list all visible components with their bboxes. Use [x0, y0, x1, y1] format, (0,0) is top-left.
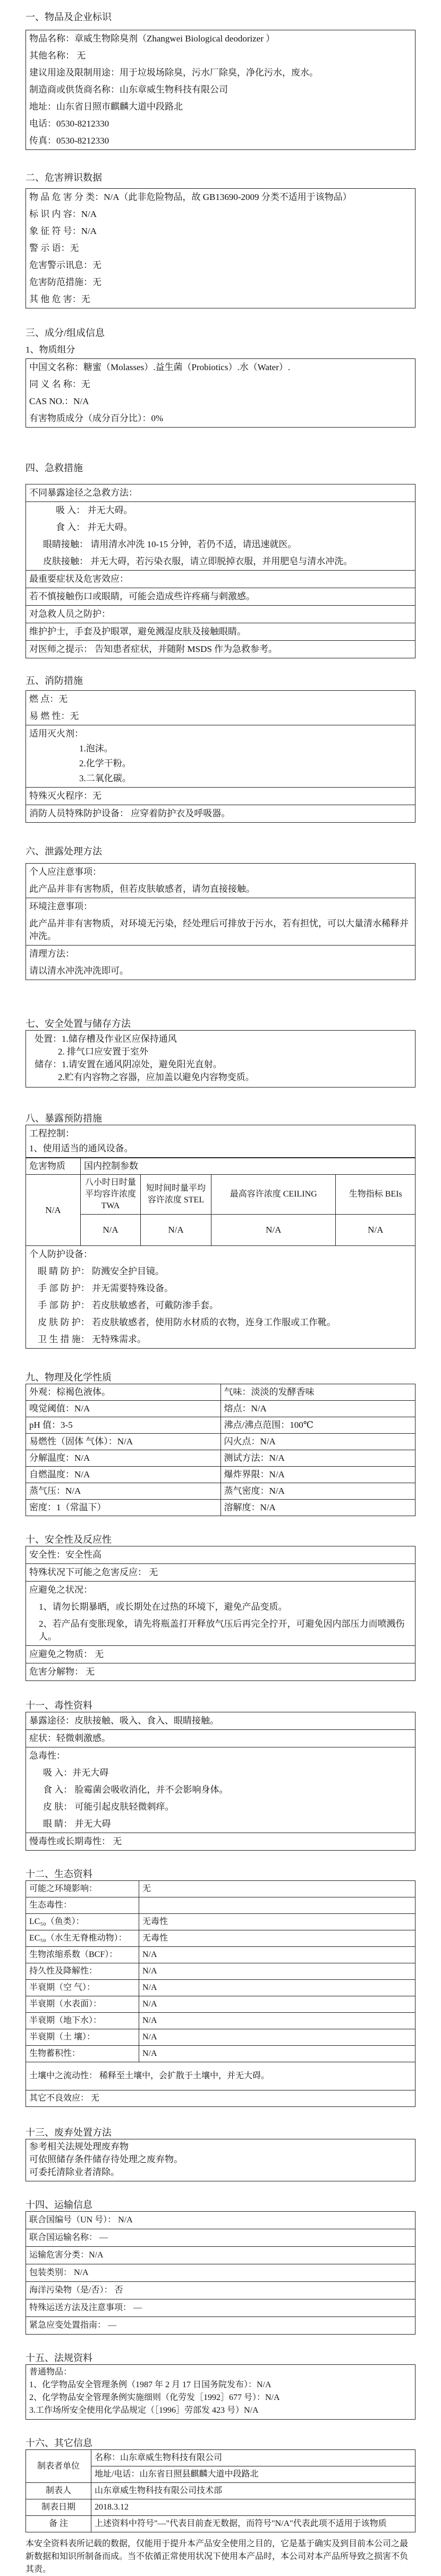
info-label: 制表日期: [26, 2499, 91, 2516]
fax: 传真：0530-8212330: [29, 136, 109, 146]
eco-value: N/A: [139, 1980, 415, 1996]
eco-label: 半衰期（土 壤）：: [26, 2029, 139, 2046]
hazard-row: 象 征 符 号：N/A: [29, 226, 97, 236]
chronic-toxicity: 慢毒性或长期毒性： 无: [29, 1836, 122, 1846]
transport-row: 联合国编号（UN 号）： N/A: [26, 2212, 415, 2229]
section-13-box: [26, 2139, 415, 2181]
ppe-row: 眼 睛 防 护： 防溅安全护目镜。: [38, 1266, 164, 1276]
disposal-line: 可委托清除业者清除。: [29, 2167, 120, 2177]
cas-no: CAS NO.：N/A: [29, 396, 89, 406]
first-aid-row: 若不慎接触伤口或眼睛，可能会造成些许疼痛与刺激感。: [26, 588, 415, 606]
acute-row: 吸 入：并无大碍: [43, 1768, 109, 1778]
property-cell: 易燃性（固体 气体）：N/A: [26, 1434, 221, 1450]
hazard-row: 其 他 危 害：无: [29, 294, 90, 304]
section-14-box: [26, 2211, 415, 2335]
eco-label: 可能之环境影响：: [26, 1881, 139, 1897]
hazardous-content: 有害物质成分（成分百分比）：0%: [29, 413, 164, 423]
first-aid-row: 维护护士，手套及护眼罩，避免溅湿皮肤及接触眼睛。: [26, 623, 415, 641]
toxicity-row: 暴露途径：皮肤接触、吸入、食入、眼睛接触。: [26, 1712, 415, 1730]
info-value: 山东章威生物科技有限公司技术部: [91, 2483, 415, 2499]
leak-row: 请以清水冲洗冲洗即可。: [29, 966, 129, 976]
hazard-row: 警 示 语：无: [29, 243, 79, 253]
transport-row: 包装类别： N/A: [26, 2264, 415, 2282]
extinguisher-item: 2.化学干粉。: [79, 758, 131, 768]
maker: 制造商或供货商名称：山东章威生物科技有限公司: [29, 85, 228, 95]
section-5-title: 五、消防措施: [26, 675, 83, 686]
eco-label: 生物蓄积性：: [26, 2046, 139, 2062]
stability-row: 1、请勿长期暴晒，或长期处在过热的环境下，避免产品变质。: [39, 1602, 287, 1612]
exposure-table: [26, 1158, 415, 1246]
info-value: 上述资料中符号"—"代表目前查无数据，而符号"N/A"代表此项不适用于该物质: [91, 2516, 415, 2532]
property-cell: 闪火点：N/A: [220, 1434, 415, 1450]
exposure-cell: N/A: [336, 1215, 415, 1246]
disposal-line: 参考相关法规处理废弃物: [29, 2142, 129, 2152]
eco-label: 半衰期（地下水）：: [26, 2013, 139, 2029]
storage-line: 储存：1.请安置在通风阴凉处，避免阳光直射。: [35, 1059, 222, 1069]
ecology-table: [26, 1880, 415, 2107]
eco-label: 生态毒性：: [26, 1897, 139, 1914]
stability-row: 特殊状况下可能之危害反应： 无: [26, 1564, 415, 1582]
section-13-title: 十三、废弃处置方法: [26, 2127, 112, 2138]
hazard-row: 标 识 内 容：N/A: [29, 209, 97, 219]
regulation-line: 3.工作场所安全使用化学品规定（［1996］劳部发 423 号）N/A: [29, 2406, 259, 2415]
first-aid-row: 不同暴露途径之急救方法：: [26, 484, 415, 502]
section-1-title: 一、物品及企业标识: [26, 12, 112, 22]
ppe-row: 手 部 防 护： 若皮肤敏感者，可戴防渗手套。: [38, 1300, 218, 1310]
storage-line: 2.贮有内容物之容器，应加盖以避免内容物变质。: [58, 1072, 255, 1082]
section-4-title: 四、急救措施: [26, 463, 83, 473]
section-16-title: 十六、其它信息: [26, 2438, 92, 2448]
eco-label: EC₅₀（水生无脊椎动物）：: [26, 1930, 139, 1947]
leak-row: 此产品并非有害物质，但若皮肤敏感者，请勿直接接触。: [26, 881, 415, 898]
exposure-col-ceiling: 最高容许浓度 CEILING: [211, 1175, 336, 1215]
info-value: 2018.3.12: [91, 2499, 415, 2516]
acute-row: 食 入： 脸霉菌会吸收消化，并不会影响身体。: [43, 1785, 228, 1795]
stability-row: 安全性：安全性高: [26, 1546, 415, 1564]
hazard-row: 危害防范措施：无: [29, 277, 101, 287]
leak-row: 环境注意事项：: [29, 901, 92, 911]
leak-row: 清理方法：: [29, 949, 74, 959]
info-value: 名称：山东章威生物科技有限公司: [91, 2450, 415, 2466]
first-aid-row: 最重要症状及危害效应：: [26, 571, 415, 588]
disposal-line: 可依照储存条件储存待处理之废弃物。: [29, 2154, 183, 2164]
property-cell: 分解温度：N/A: [26, 1450, 221, 1467]
section-6-box: [26, 863, 415, 980]
acute-row: 皮 肤： 可能引起皮肤轻微刺痒。: [43, 1802, 174, 1812]
section-6-title: 六、泄露处理方法: [26, 846, 102, 857]
section-8-box: [26, 1125, 415, 1349]
property-cell: 蒸气密度：N/A: [220, 1483, 415, 1500]
soil-mobility: 土壤中之流动性： 稀释至土壤中，会扩散于土壤中，并无大碍。: [26, 2062, 415, 2090]
stability-row: 应避免之物质： 无: [26, 1646, 415, 1663]
other-info-table: [26, 2449, 415, 2532]
eco-value: N/A: [139, 1963, 415, 1980]
exposure-col-stel: 短时间时量平均容许浓度 STEL: [141, 1175, 211, 1215]
info-label: 制表者单位: [26, 2450, 91, 2483]
section-11-box: [26, 1712, 415, 1851]
eco-label: LC₅₀（鱼类）：: [26, 1914, 139, 1930]
info-label: 制表人: [26, 2483, 91, 2499]
acute-row: 眼 睛： 并无大碍: [26, 1816, 415, 1833]
section-3-subtitle: 1、物质组分: [26, 345, 75, 355]
storage-line: 处置：1.储存槽及作业区应保持通风: [35, 1034, 177, 1044]
special-procedure: 特殊灭火程序：无: [26, 788, 415, 805]
property-cell: 测试方法：N/A: [220, 1450, 415, 1467]
transport-row: 特殊运送方法及注意事项： —: [26, 2299, 415, 2317]
transport-row: 运输危害分类：N/A: [26, 2247, 415, 2264]
toxicity-row: 急毒性：: [29, 1751, 65, 1761]
section-7-box: [26, 1030, 415, 1088]
section-14-title: 十四、运输信息: [26, 2199, 92, 2210]
eco-value: N/A: [139, 2029, 415, 2046]
extinguisher-item: 1.泡沫。: [79, 743, 113, 754]
section-10-box: [26, 1546, 415, 1681]
eco-label: 半衰期（空 气）：: [26, 1980, 139, 1996]
property-cell: 爆炸界限：N/A: [220, 1467, 415, 1483]
section-5-box: [26, 690, 415, 823]
section-12-title: 十二、生态资料: [26, 1869, 92, 1879]
section-3-box: [26, 358, 415, 428]
ppe-row: 手 部 防 护： 并无需要特殊设备。: [38, 1283, 173, 1293]
ppe-label: 个人防护设备：: [29, 1249, 92, 1259]
eco-value: N/A: [139, 1947, 415, 1963]
extinguisher-item: 3.二氧化碳。: [26, 772, 415, 788]
hazard-row: 危害警示讯息：无: [29, 260, 101, 270]
section-9-title: 九、物理及化学性质: [26, 1372, 112, 1383]
stability-row: 2、若产品有变胀现象，请先将瓶盖打开释放气压后再完全拧开，可避免因内部压力而喷溅伤人。: [26, 1616, 415, 1646]
property-cell: 熔点：N/A: [220, 1401, 415, 1417]
regulation-line: 2、化学物品安全管理条例实施细则（化劳发［1992］677 号）：N/A: [29, 2393, 280, 2402]
property-cell: pH 值：3-5: [26, 1417, 221, 1434]
section-3-title: 三、成分/组成信息: [26, 328, 105, 338]
info-label: 备 注: [26, 2516, 91, 2532]
first-aid-row: 对医师之提示： 告知患者症状，并随附 MSDS 作为急救参考。: [29, 644, 278, 654]
product-name: 物品名称：章威生物除臭剂（Zhangwei Biological deodorizer ）: [29, 34, 275, 44]
exposure-cell: N/A: [211, 1215, 336, 1246]
section-15-title: 十五、法规资料: [26, 2353, 92, 2363]
section-11-title: 十一、毒性资料: [26, 1700, 92, 1711]
section-7-title: 七、安全处置与储存方法: [26, 1018, 131, 1029]
usage: 建议用途及限制用途：用于垃圾场除臭，污水厂除臭，净化污水，废水。: [29, 68, 318, 78]
section-1-box: [26, 30, 415, 150]
info-value: 地址/电话：山东省日照县麒麟大道中段路北: [91, 2466, 415, 2483]
eco-value: N/A: [139, 2013, 415, 2029]
eco-label: 持久性及降解性：: [26, 1963, 139, 1980]
exposure-col-twa: 八小时日时量平均容许浓度 TWA: [81, 1175, 141, 1215]
disclaimer: 本安全资料表所记载的数据，仅能用于提升本产品安全使用之目的，它是基于确实及到目前本公司之最新数据和知识所制备而成。当不依循正常使用状况下使用本产品时，本公司对本产品所导致之损害不负其责。: [26, 2539, 409, 2574]
section-10-title: 十、安全性及反应性: [26, 1534, 112, 1545]
eco-value: [139, 1897, 415, 1914]
transport-row: 海洋污染物（是/否）： 否: [26, 2282, 415, 2299]
regulation-line: 普通物品：: [29, 2368, 72, 2377]
stability-row: 危害分解物： 无: [29, 1667, 95, 1677]
first-aid-row: 对急救人员之防护：: [26, 606, 415, 623]
property-cell: 外观：棕褐色液体。: [26, 1384, 221, 1401]
eco-value: 无: [139, 1881, 415, 1897]
firefighter-ppe: 消防人员特殊防护设备： 应穿着防护衣及呼吸器。: [29, 808, 231, 818]
property-cell: 沸点/沸点范围：100℃: [220, 1417, 415, 1434]
other-name: 其他名称： 无: [29, 51, 86, 61]
section-2-box: [26, 188, 415, 308]
exposure-col-beis: 生物指标 BEIs: [336, 1175, 415, 1215]
eco-label: 生物浓缩系数（BCF）：: [26, 1947, 139, 1963]
address: 地址：山东省日照市麒麟大道中段路北: [29, 102, 183, 112]
exposure-cell: N/A: [141, 1215, 211, 1246]
phone: 电话：0530-8212330: [29, 119, 109, 129]
alias: 同 义 名 称：无: [29, 379, 90, 389]
first-aid-row: 食 入： 并无大碍。: [56, 522, 133, 532]
ppe-row: 皮 肤 防 护： 若皮肤敏感者，使用防水材质的衣物，连身工作服或工作靴。: [38, 1317, 336, 1327]
engineering-control-text: 1、使用适当的通风设备。: [26, 1142, 415, 1158]
exposure-header-substance: 危害物质: [26, 1158, 81, 1175]
engineering-control-label: 工程控制：: [29, 1128, 74, 1139]
hazard-class: 物 品 危 害 分 类：N/A（此非危险物品，故 GB13690-2009 分类不适用于该物品）: [29, 192, 352, 202]
exposure-cell: N/A: [81, 1215, 141, 1246]
first-aid-row: 皮肤接触： 并无大碍，若污染衣服，请立即脱掉衣服，并用肥皂与清水冲洗。: [26, 553, 415, 571]
property-cell: 气味：淡淡的发酵香味: [220, 1384, 415, 1401]
eco-value: N/A: [139, 1996, 415, 2013]
exposure-cell: N/A: [26, 1175, 81, 1246]
flash-point: 燃 点：无: [29, 694, 68, 704]
property-cell: 溶解度：N/A: [220, 1500, 415, 1516]
ppe-row: 卫 生 措 施： 无特殊需求。: [38, 1334, 146, 1344]
transport-row: 联合国运输名称： —: [26, 2229, 415, 2247]
property-cell: 蒸气压：N/A: [26, 1483, 221, 1500]
stability-row: 应避免之状况：: [29, 1585, 92, 1595]
storage-line: 2. 排气口应安置于室外: [58, 1047, 148, 1057]
leak-row: 个人应注意事项：: [29, 867, 101, 877]
eco-value: N/A: [139, 2046, 415, 2062]
section-8-title: 八、暴露预防措施: [26, 1113, 102, 1124]
eco-label: 半衰期（水表面）：: [26, 1996, 139, 2013]
exposure-header-limits: 国内控制参数: [81, 1158, 415, 1175]
section-15-box: [26, 2364, 415, 2420]
leak-row: 此产品并非有害物质，对环境无污染，经处理后可排放于污水，若有担忧，可以大量清水稀释并冲洗。: [26, 915, 415, 946]
flammability: 易 燃 性：无: [26, 708, 415, 725]
first-aid-row: 吸 入： 并无大碍。: [56, 505, 133, 515]
transport-row: 紧急应变处置指南： —: [29, 2321, 117, 2330]
section-4-box: [26, 484, 415, 658]
property-cell: 自燃温度：N/A: [26, 1467, 221, 1483]
extinguisher-label: 适用灭火剂：: [29, 729, 83, 739]
physical-properties-table: [26, 1384, 415, 1516]
first-aid-row: 眼睛接触： 请用清水冲洗 10-15 分钟，若仍不适，请迅速就医。: [43, 539, 297, 549]
cn-name: 中国文名称：糖蜜（Molasses）.益生菌（Probiotics）.水（Water）.: [29, 362, 291, 372]
eco-value: 无毒性: [139, 1914, 415, 1930]
property-cell: 密度：1（常温下）: [26, 1500, 221, 1516]
eco-value: 无毒性: [139, 1930, 415, 1947]
other-effects: 其它不良效应： 无: [26, 2090, 415, 2107]
regulation-line: 1、化学物品安全管理条例（1987 年 2 月 17 日国务院发布）：N/A: [29, 2380, 272, 2389]
toxicity-row: 症状：轻微刺激感。: [26, 1730, 415, 1747]
section-2-title: 二、危害辨识数据: [26, 172, 102, 183]
property-cell: 嗅觉阈值：N/A: [26, 1401, 221, 1417]
